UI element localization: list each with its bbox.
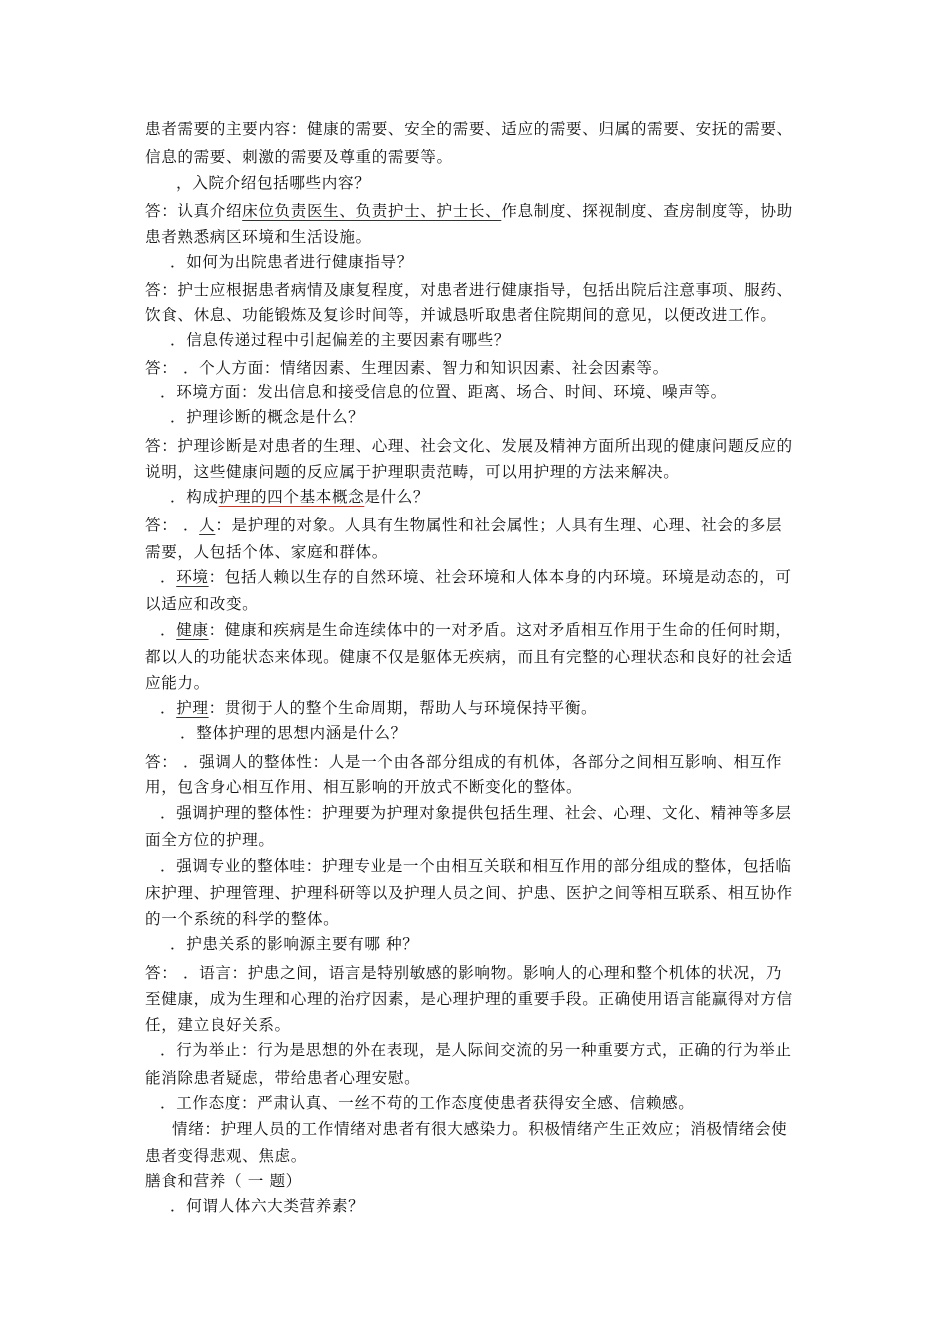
- question-heading: ．构成护理的四个基本概念是什么？: [170, 488, 430, 506]
- text-line: 用，包含身心相互作用、相互影响的开放式不断变化的整体。: [145, 778, 583, 796]
- text-line: ．环境：包括人赖以生存的自然环境、社会环境和人体本身的内环境。环境是动态的，可: [160, 568, 792, 586]
- underlined-text: 护理的四个基本概念: [218, 488, 365, 506]
- text-line: 任，建立良好关系。: [145, 1016, 291, 1034]
- text-line: ．健康：健康和疾病是生命连续体中的一对矛盾。这对矛盾相互作用于生命的任何时期，: [160, 621, 792, 639]
- text-line: 患者需要的主要内容：健康的需要、安全的需要、适应的需要、归属的需要、安抚的需要、: [145, 120, 793, 138]
- text-line: 的一个系统的科学的整体。: [145, 910, 340, 928]
- text-line: ．强调护理的整体性：护理要为护理对象提供包括生理、社会、心理、文化、精神等多层: [160, 804, 792, 822]
- text-line: ．强调专业的整体哇：护理专业是一个由相互关联和相互作用的部分组成的整体，包括临: [160, 857, 792, 875]
- text-line: 应能力。: [145, 674, 210, 692]
- question-heading: ．整体护理的思想内涵是什么？: [180, 724, 407, 742]
- underlined-text: 环境: [176, 568, 209, 586]
- text-line: 说明，这些健康问题的反应属于护理职责范畴，可以用护理的方法来解决。: [145, 463, 680, 481]
- text-line: ．工作态度：严肃认真、一丝不苟的工作态度使患者获得安全感、信赖感。: [160, 1094, 695, 1112]
- text-line: 患者熟悉病区环境和生活设施。: [145, 228, 372, 246]
- question-heading: ，入院介绍包括哪些内容？: [176, 174, 371, 192]
- underlined-text: 床位负责医生、负责护士、护士长、: [242, 202, 502, 220]
- text-line: ．环境方面：发出信息和接受信息的位置、距离、场合、时间、环境、噪声等。: [160, 383, 727, 401]
- text-line: 都以人的功能状态来体现。健康不仅是躯体无疾病，而且有完整的心理状态和良好的社会适: [145, 648, 793, 666]
- text-line: 患者变得悲观、焦虑。: [145, 1147, 307, 1165]
- question-heading: ．护理诊断的概念是什么？: [170, 408, 365, 426]
- question-heading: ．如何为出院患者进行健康指导？: [170, 253, 413, 271]
- text-line: 情绪：护理人员的工作情绪对患者有很大感染力。积极情绪产生正效应；消极情绪会使: [172, 1120, 788, 1138]
- text-line: 以适应和改变。: [145, 595, 259, 613]
- question-heading: ．护患关系的影响源主要有哪 种？: [170, 935, 419, 953]
- section-heading: 膳食和营养（ 一 题）: [145, 1172, 302, 1190]
- underlined-text: 健康: [176, 621, 209, 639]
- text-line: 信息的需要、刺激的需要及尊重的需要等。: [145, 148, 453, 166]
- underlined-text: 人: [199, 516, 216, 534]
- text-line: ．护理：贯彻于人的整个生命周期，帮助人与环境保持平衡。: [160, 699, 598, 717]
- text-line: 饮食、休息、功能锻炼及复诊时间等，并诚恳听取患者住院期间的意见，以便改进工作。: [145, 306, 777, 324]
- text-line: 床护理、护理管理、护理科研等以及护理人员之间、护患、医护之间等相互联系、相互协作: [145, 884, 793, 902]
- text-line: ．行为举止：行为是思想的外在表现，是人际间交流的另一种重要方式，正确的行为举止: [160, 1041, 792, 1059]
- underlined-text: 护理: [176, 699, 209, 717]
- text-line: 能消除患者疑虑，带给患者心理安慰。: [145, 1069, 421, 1087]
- text-line: 至健康，成为生理和心理的治疗因素，是心理护理的重要手段。正确使用语言能赢得对方信: [145, 990, 793, 1008]
- question-heading: ．何谓人体六大类营养素？: [170, 1197, 365, 1215]
- answer-line: 答： ．人：是护理的对象。人具有生物属性和社会属性；人具有生理、心理、社会的多层: [145, 516, 783, 534]
- answer-line: 答：护理诊断是对患者的生理、心理、社会文化、发展及精神方面所出现的健康问题反应的: [145, 437, 793, 455]
- answer-line: 答：护士应根据患者病情及康复程度，对患者进行健康指导，包括出院后注意事项、服药、: [145, 281, 793, 299]
- text-line: 需要，人包括个体、家庭和群体。: [145, 543, 388, 561]
- answer-line: 答：认真介绍床位负责医生、负责护士、护士长、作息制度、探视制度、查房制度等，协助: [145, 202, 793, 220]
- answer-line: 答： ．语言：护患之间，语言是特别敏感的影响物。影响人的心理和整个机体的状况，乃: [145, 964, 783, 982]
- text-line: 面全方位的护理。: [145, 831, 275, 849]
- question-heading: ．信息传递过程中引起偏差的主要因素有哪些？: [170, 331, 511, 349]
- answer-line: 答： ．强调人的整体性：人是一个由各部分组成的有机体，各部分之间相互影响、相互作: [145, 753, 783, 771]
- answer-line: 答： ．个人方面：情绪因素、生理因素、智力和知识因素、社会因素等。: [145, 359, 669, 377]
